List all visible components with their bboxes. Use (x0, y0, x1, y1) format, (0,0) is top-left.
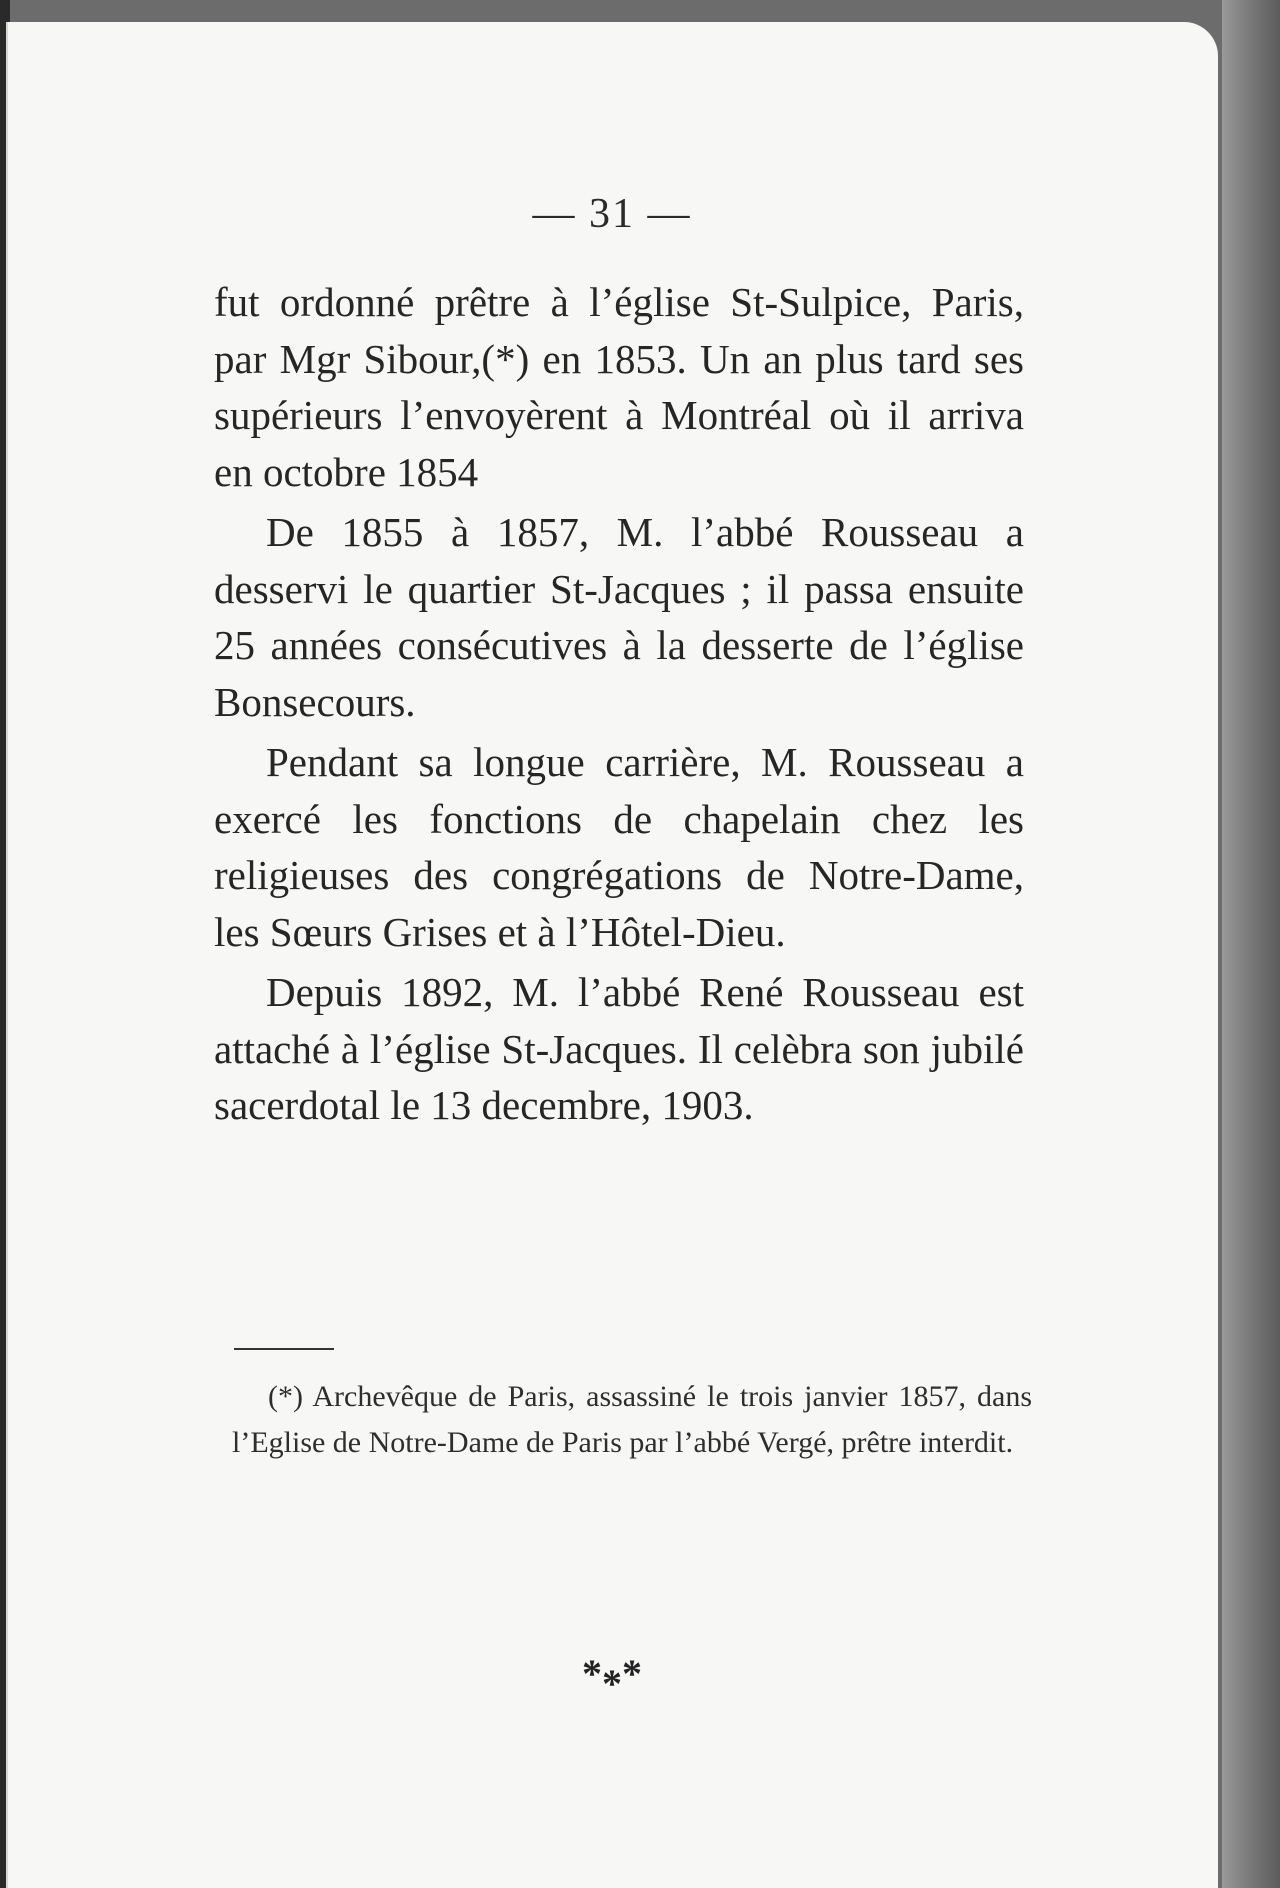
book-page (6, 22, 1218, 1888)
paragraph-continuation: fut ordonné prêtre à l’église St-Sulpice, Paris, par Mgr Sibour,(*) en 1853. Un an plus tard ses supérieurs l’envoyèrent à Montréal où il arriva en octobre 1854 (214, 279, 1024, 495)
asterism-star-left: * (582, 1651, 602, 1696)
footnote: (*) Archevêque de Paris, assassiné le trois janvier 1857, dans l’Eglise de Notre-Dame de Paris par l’abbé Vergé, prêtre interdit. (232, 1380, 1032, 1459)
paragraph-jubilee: Depuis 1892, M. l’abbé René Rousseau est attaché à l’église St-Jacques. Il celèbra son jubilé sacerdotal le 13 decembre, 1903. (214, 969, 1024, 1128)
paragraph-bonsecours: De 1855 à 1857, M. l’abbé Rousseau a desservi le quartier St-Jacques ; il passa ensuite 25 années consécutives à la desserte de l’église Bonsecours. (214, 509, 1024, 725)
asterism (6, 1650, 1218, 1706)
scan-right-shadow (1222, 0, 1280, 1888)
asterism-star-right: * (622, 1651, 642, 1696)
asterism-star-middle: * (602, 1661, 622, 1706)
page-number: — 31 — (532, 191, 692, 237)
footnote-rule (234, 1348, 334, 1350)
body-text (214, 274, 1024, 1134)
paragraph-chaplain: Pendant sa longue carrière, M. Rousseau a exercé les fonctions de chapelain chez les religieuses des congrégations de Notre-Dame, les Sœurs Grises et à l’Hôtel-Dieu. (214, 739, 1024, 955)
